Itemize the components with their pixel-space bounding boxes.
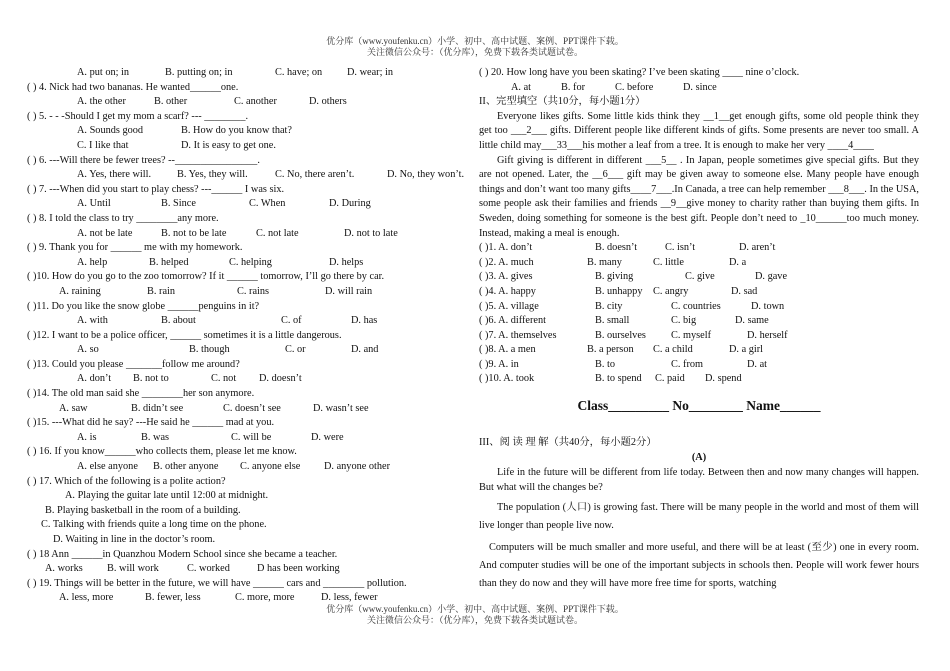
cloze-option-row [479,358,919,373]
header-line-1: 优分库（www.youfenku.cn）小学、初中、高中试题、案例、PPT课件下载。 [326,36,624,46]
option: C. of [281,315,302,327]
option: B. about [161,315,196,327]
question-8: ( ) 8. I told the class to try ________any more. [27,212,219,224]
option: D. since [683,81,717,93]
option: ( )9. A. in [479,358,519,370]
option: A. else anyone [77,461,138,473]
option: B. not to be late [161,227,227,239]
option: A. saw [59,402,88,414]
question-6: ( ) 6. ---Will there be fewer trees? --________________. [27,154,260,166]
option: ( )5. A. village [479,300,539,312]
option: C. another [234,96,277,108]
option: A. the other [77,96,126,108]
option: D. a [729,256,747,268]
footer-line-1: 优分库（www.youfenku.cn）小学、初中、高中试题、案例、PPT课件下载。 [326,604,624,614]
cloze-option-row [479,300,919,315]
cloze-option-row [479,343,919,358]
reading-passage-label: (A) [691,451,707,463]
option: B. unhappy [595,285,643,297]
option: C. angry [653,285,689,297]
option: C. No, there aren’t. [275,169,355,181]
option: B. was [141,431,170,443]
section-2-title: II、完型填空（共10分，每小题1分） [479,96,646,108]
reading-paragraph-1: Life in the future will be different from life today. Between then and now many changes will happen. But what will the changes be? [479,466,919,493]
q5-options-b [27,139,467,154]
option: B. city [595,300,623,312]
option: B. How do you know that? [181,125,292,137]
spacer [479,422,919,436]
option: D. others [309,96,347,108]
option: B. will work [107,563,159,575]
question-16: ( ) 16. If you know______who collects them, please let me know. [27,446,297,458]
option: A. Until [77,198,111,210]
option: D. It is easy to get one. [181,139,276,151]
option: ( )3. A. gives [479,271,533,283]
option: C. doesn’t see [223,402,281,414]
option: B. putting on; in [165,67,233,78]
option: C. give [685,271,715,283]
cloze-option-row [479,329,919,344]
cloze-option-row [479,256,919,271]
question-10: ( )10. How do you go to the zoo tomorrow? If it ______ tomorrow, I’ll go there by car. [27,271,385,283]
q17-option-a: A. Playing the guitar late until 12:00 at midnight. [65,490,269,502]
page-header [0,36,950,58]
cloze-paragraph-2: Gift giving is different in different ___5__ . In Japan, people sometimes give special gifts. But they are not opened. Later, the __6___ gift may be given away to someone else. Many people have enough things and don’t want too many gifts____7___.In Canada, a tree can help remember ___8___. In the USA, some people ask their families and friends __9__give money to charity rather than buying them gifts. In Sweden, doing something for someone is the best gift. People don’t need to _10______too much money. Instead, making a meal is enough. [479,154,919,239]
page-footer [0,604,950,626]
option: D. anyone other [324,461,391,473]
right-column [479,66,919,593]
option: D. wasn’t see [313,402,369,414]
option: B. though [189,344,230,356]
question-9: ( ) 9. Thank you for ______ me with my homework. [27,242,243,254]
option: B. to spend [595,373,642,385]
option: B. a person [587,344,634,356]
q7-options [27,197,467,212]
option: D. and [351,344,379,356]
option: C. before [615,81,654,93]
cloze-option-row [479,241,919,256]
option: C. When [249,198,286,210]
question-5: ( ) 5. - - -Should I get my mom a scarf? --- ________. [27,110,249,122]
option: C. little [653,256,684,268]
q9-options [27,256,467,271]
q16-options [27,460,467,475]
option: B. other anyone [153,461,219,473]
q4-options [27,95,467,110]
option: C. big [671,315,697,327]
left-column [27,66,467,606]
option: C. helping [229,256,272,268]
option: D. gave [755,271,788,283]
option: B. Yes, they will. [177,169,248,181]
option: B. Since [161,198,196,210]
q20-options [479,81,919,96]
option: C. more, more [235,592,295,604]
option: B. helped [149,256,189,268]
option: C. a child [653,344,693,356]
cloze-paragraph-1: Everyone likes gifts. Some little kids think they __1__get enough gifts, some old people think they get too ___2___ gifts. Different people like different kinds of gifts. Some presents are never too small. A little child may___33___his mother a leaf from a tree. It is enough to make her very ____4____ [479,110,919,151]
option: A. so [77,344,99,356]
option: B. fewer, less [145,592,201,604]
option: D. wear; in [347,67,394,78]
q8-options [27,227,467,242]
q6-options [27,168,467,183]
option: D has been working [257,563,340,575]
option: C. countries [671,300,721,312]
q3-options [27,66,467,81]
question-14: ( )14. The old man said she ________her son anymore. [27,388,255,400]
option: ( )10. A. took [479,373,535,385]
option: C. not late [256,227,299,239]
q17-option-d: D. Waiting in line in the doctor’s room. [53,534,216,545]
option: C. anyone else [240,461,301,473]
section-3-title: III、阅 读 理 解（共40分，每小题2分） [479,437,657,449]
cloze-option-row [479,314,919,329]
option: A. not be late [77,227,133,239]
option: D. at [747,358,768,370]
q10-options [27,285,467,300]
option: A. with [77,315,108,327]
question-17: ( ) 17. Which of the following is a polite action? [27,475,226,487]
option: D. During [329,198,371,210]
option: A. less, more [59,592,114,604]
q13-options [27,372,467,387]
option: B. ourselves [595,329,646,341]
option: A. put on; in [77,67,130,78]
question-19: ( ) 19. Things will be better in the future, we will have ______ cars and ________ pollution. [27,577,407,589]
option: C. I like that [77,139,129,151]
cloze-options-list [479,241,919,387]
option: A. Sounds good [77,125,144,137]
q12-options [27,343,467,358]
cloze-option-row [479,372,919,387]
option: D. same [735,315,769,327]
option: C. isn’t [665,242,696,254]
reading-paragraph-2: The population (人口) is growing fast. There will be many people in the world and most of them will live longer than people live now. [479,501,919,531]
option: B. doesn’t [595,242,638,254]
cloze-option-row [479,270,919,285]
option: C. myself [671,329,712,341]
option: D. will rain [325,285,373,297]
option: D. helps [329,256,364,268]
option: B. to [595,358,616,370]
option: D. were [311,431,344,443]
option: ( )4. A. happy [479,285,536,297]
q15-options [27,431,467,446]
option: A. Yes, there will. [77,169,152,181]
question-4: ( ) 4. Nick had two bananas. He wanted______one. [27,81,239,93]
question-12: ( )12. I want to be a police officer, ______ sometimes it is a little dangerous. [27,329,342,341]
option: C. not [211,373,237,385]
q17-option-b: B. Playing basketball in the room of a building. [45,504,241,516]
option: B. other [154,96,188,108]
cloze-option-row [479,285,919,300]
q18-options [27,562,467,577]
option: D. aren’t [739,242,776,254]
option: ( )7. A. themselves [479,329,557,341]
class-number-name-line: Class_________ No________ Name______ [577,398,821,414]
option: C. rains [237,285,270,297]
option: C. have; on [275,67,323,78]
option: C. from [671,358,704,370]
option: C. paid [655,373,685,385]
option: ( )1. A. don’t [479,242,533,254]
option: D. herself [747,329,788,341]
option: B. not to [133,373,169,385]
question-18: ( ) 18 Ann ______in Quanzhou Modern School since she became a teacher. [27,548,338,560]
option: C. worked [187,563,230,575]
option: D. has [351,315,378,327]
footer-line-2: 关注微信公众号：（优分库），免费下载各类试题试卷。 [366,615,583,625]
option: ( )6. A. different [479,315,547,327]
option: ( )8. A. a men [479,344,536,356]
option: A. don’t [77,373,112,385]
question-7: ( ) 7. ---When did you start to play chess? ---______ I was six. [27,183,285,195]
option: A. is [77,431,97,443]
option: D. spend [705,373,742,385]
option: B. rain [147,285,176,297]
question-13: ( )13. Could you please _______follow me around? [27,358,240,370]
option: D. a girl [729,344,764,356]
option: D. sad [731,285,758,297]
option: A. raining [59,285,101,297]
option: D. No, they won’t. [387,169,465,181]
option: D. doesn’t [259,373,302,385]
q5-options-a [27,124,467,139]
option: A. works [45,563,83,575]
option: A. help [77,256,108,268]
option: B. didn’t see [131,402,184,414]
option: D. less, fewer [321,592,378,604]
header-line-2: 关注微信公众号：（优分库），免费下载各类试题试卷。 [366,47,583,57]
option: B. many [587,256,622,268]
option: B. giving [595,271,634,283]
option: D. not to late [344,227,398,239]
reading-paragraph-3: Computers will be much smaller and more useful, and there will be at least (至少) one in every room. And computer studies will be one of the important subjects in schools then. People will work fewer hours than they do now and they will have more free time for sports, watching [479,541,919,589]
question-20: ( ) 20. How long have you been skating? I’ve been skating ____ nine o’clock. [479,67,800,78]
q17-option-c: C. Talking with friends quite a long time on the phone. [41,519,267,531]
option: C. or [285,344,306,356]
option: A. at [511,81,532,93]
question-15: ( )15. ---What did he say? ---He said he ______ mad at you. [27,417,275,429]
option: B. for [561,81,586,93]
option: C. will be [231,431,272,443]
option: ( )2. A. much [479,256,534,268]
question-11: ( )11. Do you like the snow globe ______penguins in it? [27,300,260,312]
option: B. small [595,315,630,327]
q11-options [27,314,467,329]
option: D. town [751,300,785,312]
q14-options [27,402,467,417]
